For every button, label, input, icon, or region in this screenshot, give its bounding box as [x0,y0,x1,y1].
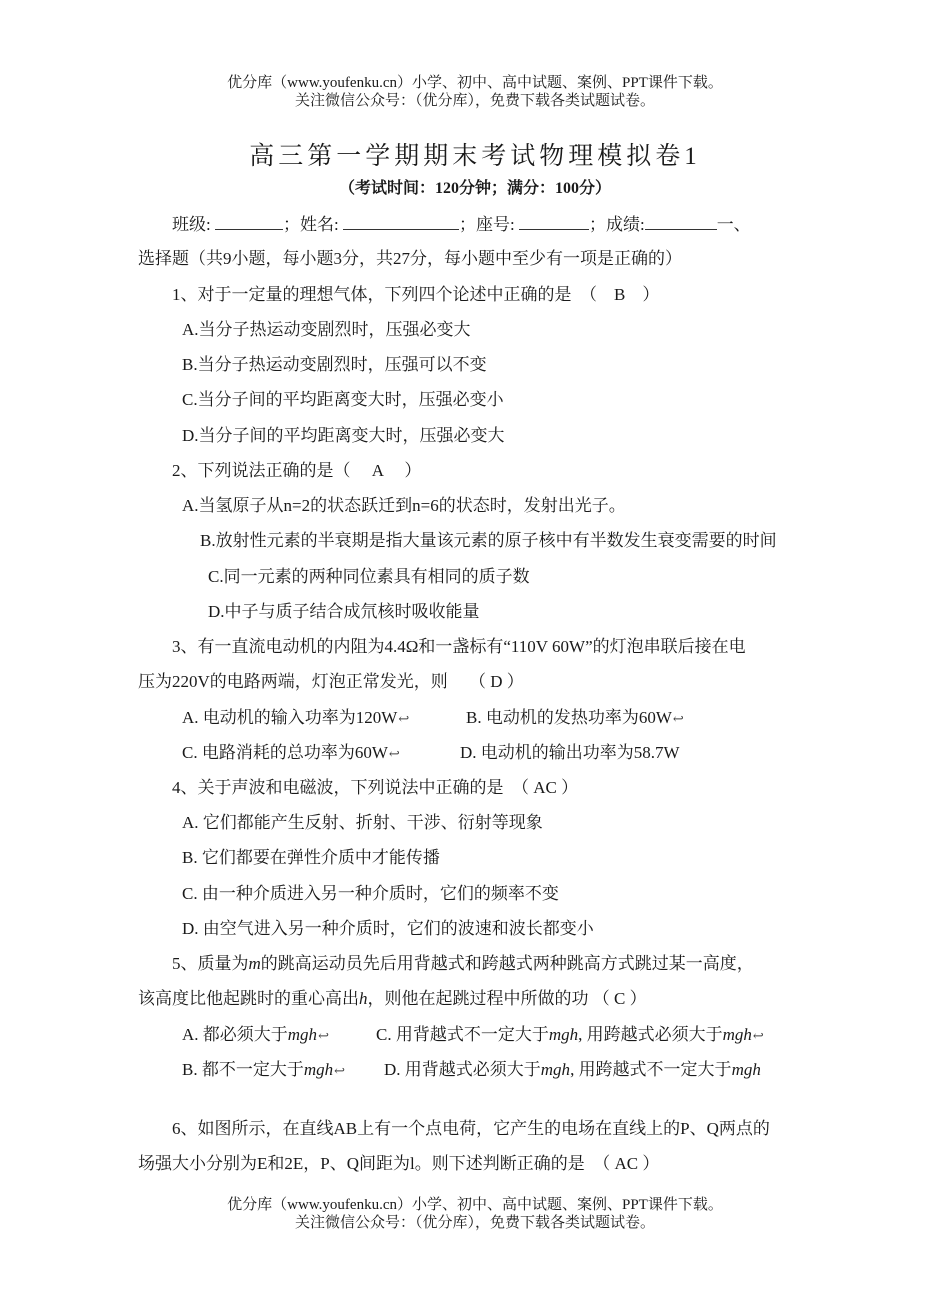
q3-option-a [182,703,409,728]
q3-option-c-text: C. 电路消耗的总功率为60W [182,743,388,762]
q5-option-d-text: D. 用背越式必须大于 [384,1060,541,1079]
q5-option-b-text: B. 都不一定大于 [182,1060,304,1079]
seat-label: ；座号: [458,215,515,234]
section-heading: 选择题（共9小题，每小题3分，共27分，每小题中至少有一项是正确的） [138,249,682,268]
q1-stem: 1、对于一定量的理想气体，下列四个论述中正确的是 （ B ） [172,285,660,304]
q5-mgh: mgh [722,1025,752,1044]
q4-option-a: A. 它们都能产生反射、折射、干涉、衍射等现象 [182,813,543,832]
q5-option-c [376,1020,764,1045]
q5-mgh: mgh [287,1025,318,1044]
q3-option-a-text: A. 电动机的输入功率为120W [182,708,398,727]
q5-var-m: m [248,954,261,973]
paragraph-mark-icon: ↩ [334,1063,346,1078]
q5-stem-line2 [138,984,647,1009]
q5-option-b [182,1055,345,1080]
q5-option-d-text: , 用跨越式不一定大于 [570,1060,732,1079]
name-blank[interactable] [343,215,459,230]
seat-blank[interactable] [519,215,589,230]
q3-option-b [466,703,684,728]
q5-option-c-text: , 用跨越式必须大于 [578,1025,723,1044]
paragraph-mark-icon: ↩ [752,1028,764,1043]
q2-stem: 2、下列说法正确的是（ A ） [172,461,422,480]
q5-option-a [182,1020,329,1045]
q5-mgh: mgh [540,1060,571,1079]
score-blank[interactable] [645,215,717,230]
q3-option-d: D. 电动机的输出功率为58.7W [460,743,680,762]
student-info-line [172,210,751,235]
q5-var-h: h [359,989,368,1008]
paragraph-mark-icon: ↩ [388,746,400,761]
header-ad-line: 优分库（www.youfenku.cn）小学、初中、高中试题、案例、PPT课件下载。 [227,75,723,91]
class-blank[interactable] [215,215,283,230]
footer-ad-line: 优分库（www.youfenku.cn）小学、初中、高中试题、案例、PPT课件下载。 [227,1197,723,1213]
q1-option-d: D.当分子间的平均距离变大时，压强必变大 [182,426,505,445]
q5-option-d [384,1055,761,1080]
q5-stem-text: 5、质量为 [172,954,249,973]
paragraph-mark-icon: ↩ [318,1028,329,1043]
q5-stem-text: ，则他在起跳过程中所做的功 （ C ） [367,989,647,1008]
q4-option-b: B. 它们都要在弹性介质中才能传播 [182,848,440,867]
page-title: 高三第一学期期末考试物理模拟卷1 [249,143,701,170]
q2-option-b: B.放射性元素的半衰期是指大量该元素的原子核中有半数发生衰变需要的时间 [200,531,777,550]
paragraph-mark-icon: ↩ [672,711,684,726]
q5-stem-text: 该高度比他起跳时的重心高出 [138,989,359,1008]
exam-subtitle: （考试时间：120分钟；满分：100分） [338,180,611,197]
q5-mgh: mgh [731,1060,761,1079]
q5-option-a-text: A. 都必须大于 [182,1025,288,1044]
class-label: 班级: [172,215,211,234]
q2-option-c: C.同一元素的两种同位素具有相同的质子数 [208,567,530,586]
q4-option-c: C. 由一种介质进入另一种介质时，它们的频率不变 [182,884,559,903]
name-label: ；姓名: [282,215,339,234]
q5-mgh: mgh [303,1060,334,1079]
q5-stem-line1 [172,949,754,974]
q3-option-b-text: B. 电动机的发热功率为60W [466,708,672,727]
q2-option-a: A.当氢原子从n=2的状态跃迁到n=6的状态时，发射出光子。 [182,496,626,515]
q1-option-b: B.当分子热运动变剧烈时，压强可以不变 [182,355,487,374]
header-wechat-line: 关注微信公众号：（优分库），免费下载各类试题试卷。 [294,93,655,109]
q3-stem-line1: 3、有一直流电动机的内阻为4.4Ω和一盏标有“110V 60W”的灯泡串联后接在电 [172,637,746,656]
q4-option-d: D. 由空气进入另一种介质时，它们的波速和波长都变小 [182,919,594,938]
q3-option-c [182,738,400,763]
q5-option-c-text: C. 用背越式不一定大于 [376,1025,549,1044]
q1-option-a: A.当分子热运动变剧烈时，压强必变大 [182,320,471,339]
q5-mgh: mgh [548,1025,579,1044]
q6-stem-line1: 6、如图所示，在直线AB上有一个点电荷，它产生的电场在直线上的P、Q两点的 [172,1119,770,1138]
paragraph-mark-icon: ↩ [398,711,410,726]
q2-option-d: D.中子与质子结合成氘核时吸收能量 [208,602,480,621]
q1-option-c: C.当分子间的平均距离变大时，压强必变小 [182,390,504,409]
q3-stem-line2: 压为220V的电路两端，灯泡正常发光，则 （ D ） [138,672,524,691]
q4-stem: 4、关于声波和电磁波，下列说法中正确的是 （ AC ） [172,778,579,797]
score-label: ；成绩: [588,215,645,234]
footer-wechat-line: 关注微信公众号：（优分库），免费下载各类试题试卷。 [294,1215,655,1231]
q6-stem-line2: 场强大小分别为E和2E，P、Q间距为l。则下述判断正确的是 （ AC ） [138,1154,660,1173]
q5-stem-text: 的跳高运动员先后用背越式和跨越式两种跳高方式跳过某一高度， [260,954,754,973]
section-heading-start: 一、 [716,215,751,234]
